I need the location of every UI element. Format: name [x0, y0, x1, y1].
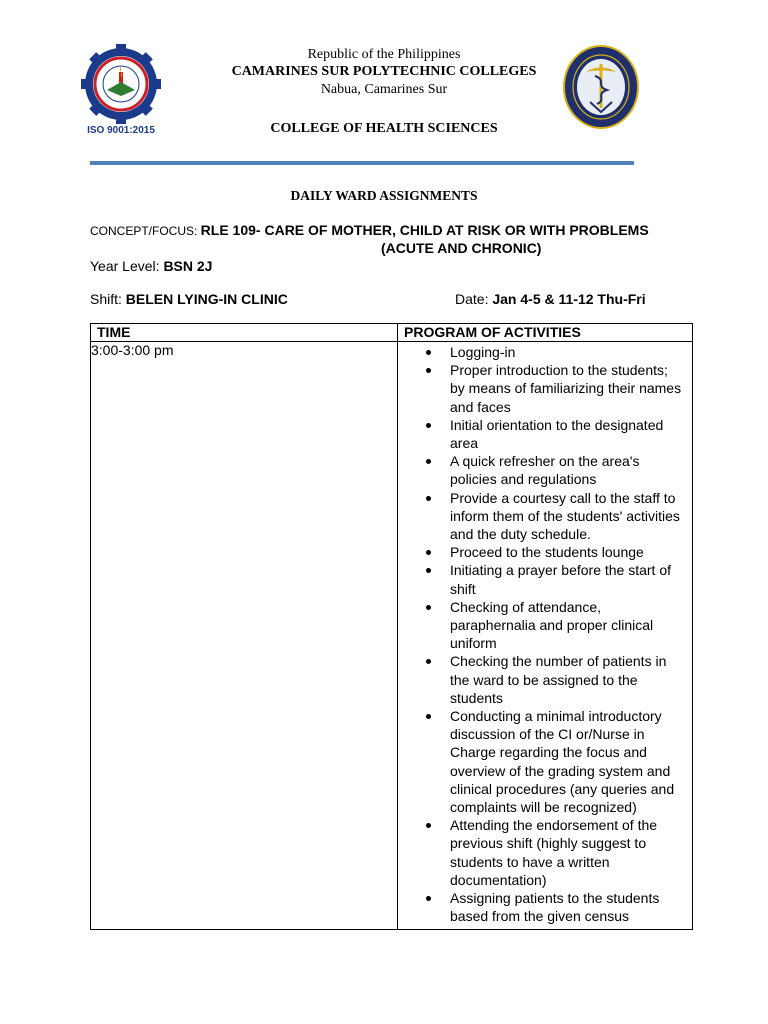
activities-list	[398, 343, 692, 926]
list-item: Checking of attendance, paraphernalia and proper clinical uniform	[450, 598, 692, 653]
date-label: Date:	[455, 291, 493, 307]
list-item: Provide a courtesy call to the staff to inform them of the students' activities and the duty schedule.	[450, 489, 692, 544]
concept-value-line1: RLE 109- CARE OF MOTHER, CHILD AT RISK OR WITH PROBLEMS	[200, 222, 649, 238]
header-location: Nabua, Camarines Sur	[320, 82, 448, 97]
shift-value: BELEN LYING-IN CLINIC	[125, 291, 288, 307]
concept-value-line2: (ACUTE AND CHRONIC)	[381, 240, 542, 256]
list-item: Initiating a prayer before the start of shift	[450, 561, 692, 597]
list-item: Proceed to the students lounge	[450, 543, 692, 561]
list-item: Checking the number of patients in the ward to be assigned to the students	[450, 652, 692, 707]
year-level-label: Year Level:	[90, 258, 164, 274]
date-value: Jan 4-5 & 11-12 Thu-Fri	[492, 291, 646, 307]
header-department: COLLEGE OF HEALTH SCIENCES	[270, 121, 498, 136]
date	[455, 291, 646, 307]
list-item: Logging-in	[450, 343, 692, 361]
table-row	[91, 342, 693, 930]
list-item: Assigning patients to the students based from the given census	[450, 889, 692, 925]
list-item: Attending the endorsement of the previous shift (highly suggest to students to have a written documentation)	[450, 816, 692, 889]
list-item: Conducting a minimal introductory discussion of the CI or/Nurse in Charge regarding the focus and overview of the grading system and clinical procedures (any queries and complaints will be recognized)	[450, 707, 692, 816]
list-item: Initial orientation to the designated area	[450, 416, 692, 452]
schedule-table	[90, 323, 693, 930]
iso-label: ISO 9001:2015	[87, 125, 155, 136]
concept-focus	[90, 222, 690, 257]
shift-label: Shift:	[90, 291, 126, 307]
header-divider	[90, 161, 634, 165]
document-title: DAILY WARD ASSIGNMENTS	[290, 188, 478, 203]
list-item: Proper introduction to the students; by means of familiarizing their names and faces	[450, 361, 692, 416]
header-republic: Republic of the Philippines	[307, 47, 461, 62]
concept-label: CONCEPT/FOCUS:	[90, 224, 201, 238]
time-cell: 3:00-3:00 pm	[91, 342, 398, 930]
list-item: A quick refresher on the area's policies and regulations	[450, 452, 692, 488]
activities-cell	[398, 342, 693, 930]
column-header-time: TIME	[91, 324, 398, 342]
table-header-row	[91, 324, 693, 342]
column-header-activities: PROGRAM OF ACTIVITIES	[398, 324, 693, 342]
year-level-value: BSN 2J	[163, 258, 213, 274]
year-level	[90, 258, 212, 274]
shift	[90, 291, 288, 307]
header-college-name: CAMARINES SUR POLYTECHNIC COLLEGES	[231, 64, 537, 79]
